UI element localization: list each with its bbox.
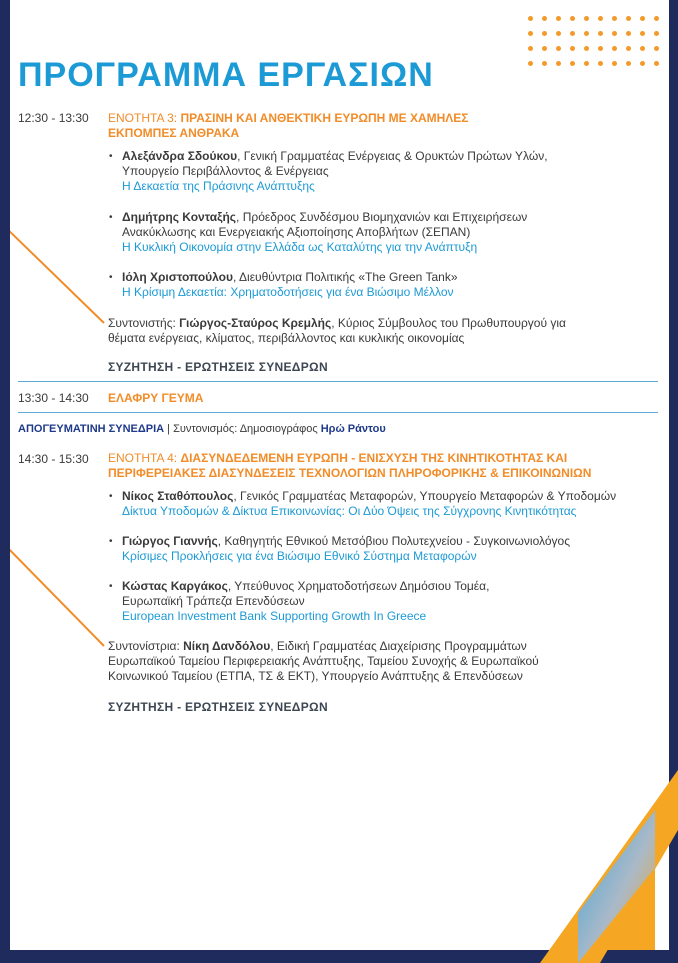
speaker-role: , Υπεύθυνος Χρηματοδοτήσεων Δημόσιου Τομέα, — [227, 579, 490, 593]
chair-role: Ευρωπαϊκού Ταμείου Περιφερειακής Ανάπτυξης, Ταμείου Συνοχής & Ευρωπαϊκού — [108, 654, 539, 668]
session4-discussion: ΣΥΖΗΤΗΣΗ - ΕΡΩΤΗΣΕΙΣ ΣΥΝΕΔΡΩΝ — [108, 700, 328, 714]
speaker-name: Δημήτρης Κονταξής — [122, 210, 237, 224]
bullet-icon: • — [109, 272, 113, 283]
speaker-name: Ιόλη Χριστοπούλου — [122, 270, 233, 284]
chair-role: , Κύριος Σύμβουλος του Πρωθυπουργού για — [331, 316, 566, 330]
session3-discussion: ΣΥΖΗΤΗΣΗ - ΕΡΩΤΗΣΕΙΣ ΣΥΝΕΔΡΩΝ — [108, 360, 328, 374]
speaker-name: Αλεξάνδρα Σδούκου — [122, 149, 238, 163]
afternoon-moderator: Ηρώ Ράντου — [320, 423, 386, 435]
session4-time: 14:30 - 15:30 — [18, 452, 89, 466]
speaker-name: Νίκος Σταθόπουλος — [122, 489, 234, 503]
chair-name: Γιώργος-Σταύρος Κρεμλής — [179, 316, 332, 330]
speaker-name: Κώστας Καργάκος — [122, 579, 228, 593]
session3-title-line1: ΠΡΑΣΙΝΗ ΚΑΙ ΑΝΘΕΚΤΙΚΗ ΕΥΡΩΠΗ ΜΕ ΧΑΜΗΛΕΣ — [180, 111, 469, 125]
chair-role: , Ειδική Γραμματέας Διαχείρισης Προγραμμάτων — [270, 639, 527, 653]
talk-title: Κρίσιμες Προκλήσεις για ένα Βιώσιμο Εθνικό Σύστημα Μεταφορών — [122, 549, 477, 563]
lunch-time: 13:30 - 14:30 — [18, 391, 89, 405]
session3-label: ΕΝΟΤΗΤΑ 3: — [108, 111, 181, 125]
speaker-role: Ανακύκλωσης και Ενεργειακής Αξιοποίησης Αποβλήτων (ΣΕΠΑΝ) — [122, 225, 471, 239]
talk-title: Η Κρίσιμη Δεκαετία: Χρηματοδοτήσεις για ένα Βιώσιμο Μέλλον — [122, 285, 454, 299]
speaker-role: Ευρωπαϊκή Τράπεζα Επενδύσεων — [122, 594, 305, 608]
talk-title: Η Δεκαετία της Πράσινης Ανάπτυξης — [122, 179, 315, 193]
speaker-role: , Καθηγητής Εθνικού Μετσόβιου Πολυτεχνείου - Συγκοινωνιολόγος — [217, 534, 570, 548]
chair-role: θέματα ενέργειας, κλίματος, περιβάλλοντος και κυκλικής οικονομίας — [108, 331, 465, 345]
speaker-role: Υπουργείο Περιβάλλοντος & Ενέργειας — [122, 164, 329, 178]
session4-title-line1: ΔΙΑΣΥΝΔΕΔΕΜΕΝΗ ΕΥΡΩΠΗ - ΕΝΙΣΧΥΣΗ ΤΗΣ ΚΙΝΗΤΙΚΟΤΗΤΑΣ ΚΑΙ — [180, 451, 568, 465]
chair-label: Συντονίστρια: — [108, 639, 184, 653]
orange-ribbon — [540, 770, 678, 963]
talk-title: Δίκτυα Υποδομών & Δίκτυα Επικοινωνίας: Οι Δύο Όψεις της Σύγχρονης Κινητικότητας — [122, 504, 577, 518]
chair-label: Συντονιστής: — [108, 316, 180, 330]
session3-time: 12:30 - 13:30 — [18, 111, 89, 125]
session3-title-line2: ΕΚΠΟΜΠΕΣ ΑΝΘΡΑΚΑ — [108, 126, 240, 140]
chair-name: Νίκη Δανδόλου — [183, 639, 271, 653]
afternoon-sep: | Συντονισμός: Δημοσιογράφος — [164, 423, 321, 435]
session4-label: ΕΝΟΤΗΤΑ 4: — [108, 451, 181, 465]
page-title: ΠΡΟΓΡΑΜΜΑ ΕΡΓΑΣΙΩΝ — [18, 56, 434, 94]
talk-title: Η Κυκλική Οικονομία στην Ελλάδα ως Καταλύτης για την Ανάπτυξη — [122, 240, 478, 254]
afternoon-label: ΑΠΟΓΕΥΜΑΤΙΝΗ ΣΥΝΕΔΡΙΑ — [18, 423, 165, 435]
lunch-label: ΕΛΑΦΡΥ ΓΕΥΜΑ — [108, 391, 204, 405]
speaker-role: , Γενικός Γραμματέας Μεταφορών, Υπουργείο Μεταφορών & Υποδομών — [233, 489, 617, 503]
chair-role: Κοινωνικού Ταμείου (ΕΤΠΑ, ΤΣ & ΕΚΤ), Υπουργείο Ανάπτυξης & Επενδύσεων — [108, 669, 523, 683]
speaker-role: , Γενική Γραμματέας Ενέργειας & Ορυκτών Πρώτων Υλών, — [237, 149, 548, 163]
talk-title: European Investment Bank Supporting Growth In Greece — [122, 609, 427, 623]
speaker-role: , Πρόεδρος Συνδέσμου Βιομηχανιών και Επιχειρήσεων — [236, 210, 528, 224]
bullet-icon: • — [109, 151, 113, 162]
bullet-icon: • — [109, 491, 113, 502]
speaker-role: , Διευθύντρια Πολιτικής «The Green Tank» — [233, 270, 458, 284]
speaker-name: Γιώργος Γιαννής — [122, 534, 218, 548]
bullet-icon: • — [109, 212, 113, 223]
bullet-icon: • — [109, 581, 113, 592]
bullet-icon: • — [109, 536, 113, 547]
session4-title-line2: ΠΕΡΙΦΕΡΕΙΑΚΕΣ ΔΙΑΣΥΝΔΕΣΕΙΣ ΤΕΧΝΟΛΟΓΙΩΝ ΠΛΗΡΟΦΟΡΙΚΗΣ & ΕΠΙΚΟΙΝΩΝΙΩΝ — [108, 466, 592, 480]
